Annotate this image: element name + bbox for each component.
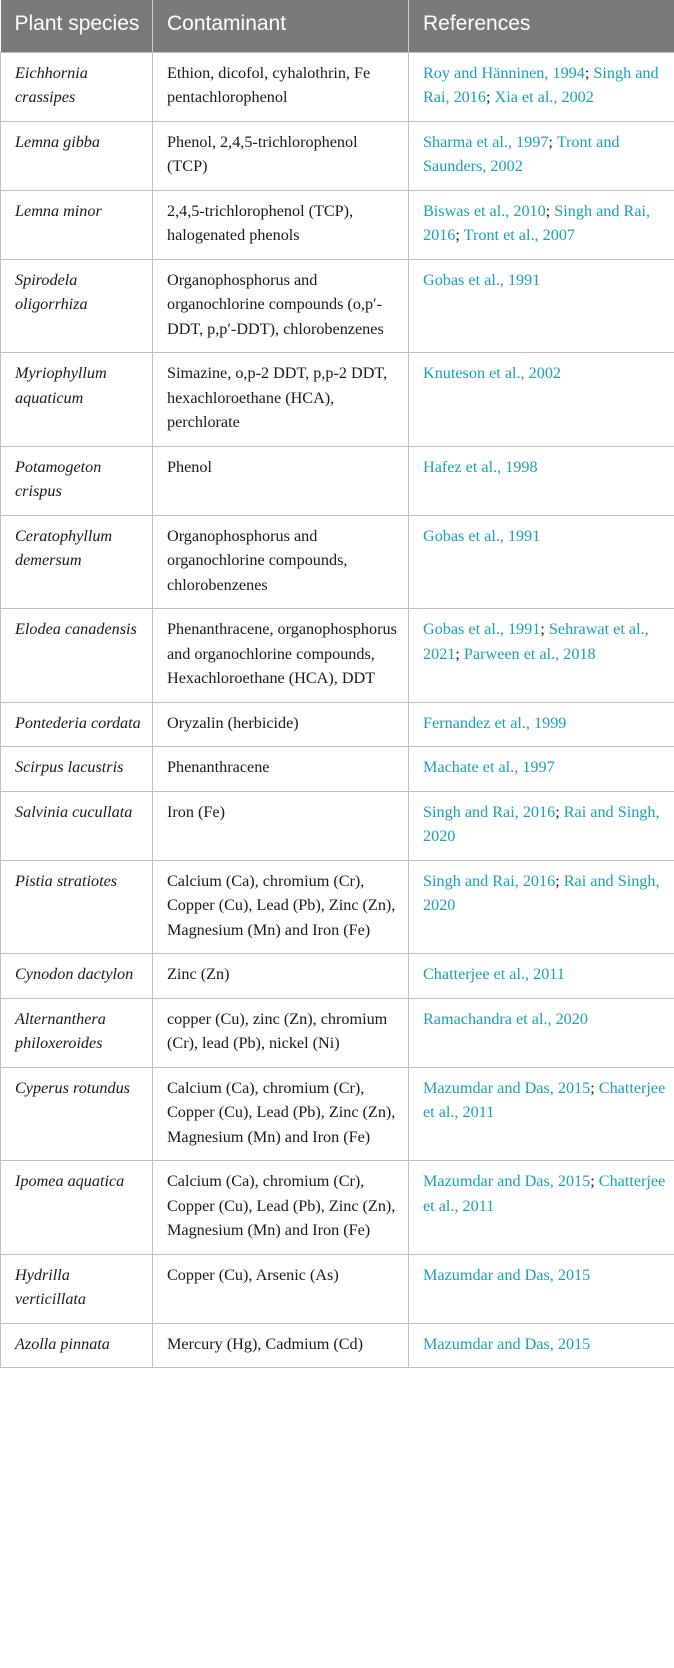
contaminant-cell: Mercury (Hg), Cadmium (Cd) [153,1323,409,1368]
table-row [1,353,674,447]
contaminant-cell: 2,4,5-trichlorophenol (TCP), halogenated phenols [153,190,409,259]
reference-link[interactable]: Mazumdar and Das, 2015 [423,1078,591,1097]
contaminant-cell: Zinc (Zn) [153,954,409,999]
contaminant-cell: Copper (Cu), Arsenic (As) [153,1254,409,1323]
reference-link[interactable]: Gobas et al., 1991 [423,270,541,289]
table-row [1,702,674,747]
reference-link[interactable]: Ramachandra et al., 2020 [423,1009,588,1028]
references-cell [409,747,674,792]
table-row [1,1161,674,1255]
plant-species-cell: Myriophyllum aquaticum [1,353,153,447]
plant-species-cell: Elodea canadensis [1,609,153,703]
plant-species-cell: Cyperus rotundus [1,1067,153,1161]
table-row [1,1323,674,1368]
contaminant-cell: Phenanthracene [153,747,409,792]
table-row [1,259,674,353]
reference-link[interactable]: Parween et al., 2018 [463,644,596,663]
reference-link[interactable]: Biswas et al., 2010 [423,201,546,220]
contaminant-cell: Calcium (Ca), chromium (Cr), Copper (Cu), Lead (Pb), Zinc (Zn), Magnesium (Mn) and Iron (Fe) [153,860,409,954]
table-row [1,1254,674,1323]
contaminant-cell: Calcium (Ca), chromium (Cr), Copper (Cu), Lead (Pb), Zinc (Zn), Magnesium (Mn) and Iron (Fe) [153,1161,409,1255]
table-row [1,860,674,954]
contaminant-cell: Organophosphorus and organochlorine compounds (o,p′-DDT, p,p′-DDT), chlorobenzenes [153,259,409,353]
references-cell [409,1254,674,1323]
reference-link[interactable]: Rai and Singh, 2020 [423,871,660,914]
contaminant-cell: Calcium (Ca), chromium (Cr), Copper (Cu), Lead (Pb), Zinc (Zn), Magnesium (Mn) and Iron (Fe) [153,1067,409,1161]
table-row [1,190,674,259]
plant-species-cell: Pontederia cordata [1,702,153,747]
reference-link[interactable]: Singh and Rai, 2016 [423,201,651,244]
reference-link[interactable]: Chatterjee et al., 2011 [423,1172,666,1215]
reference-link[interactable]: Mazumdar and Das, 2015 [423,1265,591,1284]
plant-species-cell: Ceratophyllum demersum [1,515,153,609]
table-header [1,0,674,52]
header-plant-species: Plant species [1,0,153,52]
header-references: References [409,0,674,52]
references-cell [409,702,674,747]
table-row [1,446,674,515]
references-cell [409,1323,674,1368]
references-cell: Roy and Hänninen, 1994; Singh and Rai, 2016; Xia et al., 2002 [409,52,674,121]
plant-species-cell: Pistia stratiotes [1,860,153,954]
reference-link[interactable]: Tront and Saunders, 2002 [423,132,620,175]
reference-link[interactable]: Knuteson et al., 2002 [423,364,562,382]
reference-link[interactable]: Chatterjee et al., 2011 [423,1078,666,1121]
contaminant-cell: Organophosphorus and organochlorine compounds, chlorobenzenes [153,515,409,609]
references-cell: Gobas et al., 1991; Sehrawat et al., 2021; Parween et al., 2018 [409,609,674,703]
contaminant-cell: Phenol [153,446,409,515]
contaminant-cell: Iron (Fe) [153,791,409,860]
contaminant-cell: copper (Cu), zinc (Zn), chromium (Cr), lead (Pb), nickel (Ni) [153,998,409,1067]
references-cell: Singh and Rai, 2016; Rai and Singh, 2020 [409,860,674,954]
reference-link[interactable]: Chatterjee et al., 2011 [423,965,565,983]
references-cell: Singh and Rai, 2016; Rai and Singh, 2020 [409,791,674,860]
references-cell: Mazumdar and Das, 2015; Chatterjee et al., 2011 [409,1067,674,1161]
plant-species-cell: Cynodon dactylon [1,954,153,999]
reference-link[interactable]: Singh and Rai, 2016 [423,63,659,106]
references-cell: Mazumdar and Das, 2015; Chatterjee et al., 2011 [409,1161,674,1255]
contaminant-cell: Phenanthracene, organophosphorus and organochlorine compounds, Hexachloroethane (HCA), DDT [153,609,409,703]
reference-link[interactable]: Mazumdar and Das, 2015 [423,1334,591,1353]
table-row [1,515,674,609]
reference-link[interactable]: Machate et al., 1997 [423,758,555,776]
reference-link[interactable]: Roy and Hänninen, 1994 [423,63,585,82]
contaminant-cell: Ethion, dicofol, cyhalothrin, Fe pentachlorophenol [153,52,409,121]
table-row [1,609,674,703]
contaminant-cell: Phenol, 2,4,5-trichlorophenol (TCP) [153,121,409,190]
reference-link[interactable]: Xia et al., 2002 [494,88,594,106]
plant-species-cell: Azolla pinnata [1,1323,153,1368]
plant-species-cell: Alternanthera philoxeroides [1,998,153,1067]
reference-link[interactable]: Singh and Rai, 2016 [423,871,556,890]
references-cell [409,998,674,1067]
reference-link[interactable]: Gobas et al., 1991 [423,620,541,638]
table-body [1,52,674,1368]
reference-link[interactable]: Sehrawat et al., 2021 [423,620,649,663]
references-cell [409,353,674,447]
references-cell [409,515,674,609]
reference-link[interactable]: Singh and Rai, 2016 [423,802,556,821]
reference-link[interactable]: Gobas et al., 1991 [423,526,541,545]
table-row [1,791,674,860]
references-cell: Sharma et al., 1997; Tront and Saunders, 2002 [409,121,674,190]
plant-species-cell: Potamogeton crispus [1,446,153,515]
plant-species-cell: Hydrilla verticillata [1,1254,153,1323]
reference-link[interactable]: Fernandez et al., 1999 [423,713,567,732]
reference-link[interactable]: Tront et al., 2007 [463,226,576,244]
references-cell [409,954,674,999]
references-cell [409,259,674,353]
contaminant-cell: Oryzalin (herbicide) [153,702,409,747]
plant-species-cell: Eichhornia crassipes [1,52,153,121]
header-contaminant: Contaminant [153,0,409,52]
reference-link[interactable]: Hafez et al., 1998 [423,457,538,476]
plant-species-cell: Spirodela oligorrhiza [1,259,153,353]
plant-species-cell: Salvinia cucullata [1,791,153,860]
table-row [1,1067,674,1161]
table-row [1,998,674,1067]
table-row [1,52,674,121]
contaminant-cell: Simazine, o,p-2 DDT, p,p-2 DDT, hexachloroethane (HCA), perchlorate [153,353,409,447]
reference-link[interactable]: Sharma et al., 1997 [423,132,549,151]
header-row [1,0,674,52]
plant-species-cell: Lemna gibba [1,121,153,190]
references-cell [409,446,674,515]
plant-species-cell: Ipomea aquatica [1,1161,153,1255]
table-row [1,954,674,999]
table-row [1,121,674,190]
reference-link[interactable]: Mazumdar and Das, 2015 [423,1172,591,1190]
plant-species-cell: Scirpus lacustris [1,747,153,792]
references-cell: Biswas et al., 2010; Singh and Rai, 2016; Tront et al., 2007 [409,190,674,259]
plant-species-cell: Lemna minor [1,190,153,259]
reference-link[interactable]: Rai and Singh, 2020 [423,802,660,845]
table-row [1,747,674,792]
